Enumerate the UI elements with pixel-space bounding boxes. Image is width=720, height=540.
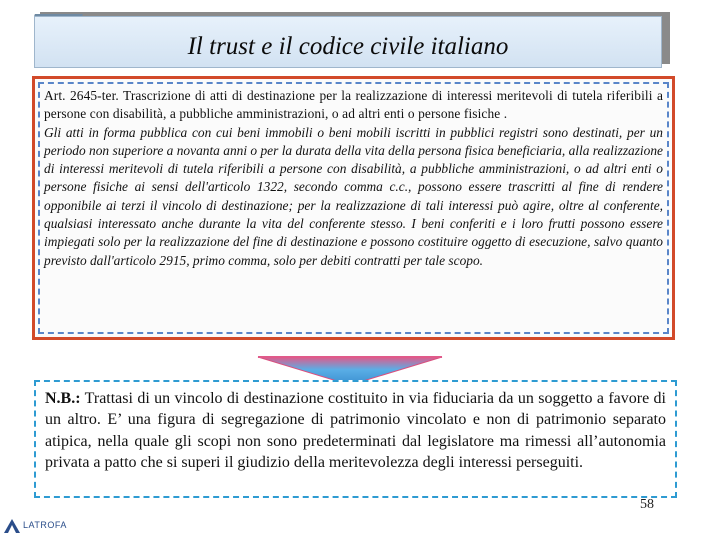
- logo-name: LATROFA: [23, 520, 67, 530]
- logo: [4, 514, 67, 536]
- title-decoration: [33, 14, 83, 19]
- note-text: Trattasi di un vincolo di destinazione costituito in via fiduciaria da un soggetto a favore di un altro. E’ una figura di segregazione di patrimonio vincolato e non di patrimonio separato atipica, nella quale gli scopi non sono predeterminati dal legislatore ma rimessi all’autonomia privata a patto che si superi il giudizio della meritevolezza degli interessi perseguiti.: [45, 390, 666, 472]
- article-heading: Art. 2645-ter. Trascrizione di atti di destinazione per la realizzazione di interessi meritevoli di tutela riferibili a persone con disabilità, a pubbliche amministrazioni, o ad altri enti o persone fisiche .: [44, 88, 663, 122]
- note-label: N.B.:: [45, 390, 81, 407]
- article-body: Gli atti in forma pubblica con cui beni immobili o beni mobili iscritti in pubblici registri sono destinati, per un periodo non superiore a novanta anni o per la durata della vita della persona fisica beneficiaria, alla realizzazione di interessi meritevoli di tutela riferibili a persone con disabilità, a pubbliche amministrazioni, o ad altri enti o persone fisiche ai sensi dell'articolo 1322, secondo comma c.c., possono essere trascritti al fine di rendere opponibile ai terzi il vincolo di destinazione; per la realizzazione di tali interessi può agire, oltre al conferente, qualsiasi interessato anche durante la vita del conferente stesso. I beni conferiti e i loro frutti possono essere impiegati solo per la realizzazione del fine di destinazione e possono costituire oggetto di esecuzione, salvo quanto previsto dall'articolo 2915, primo comma, solo per debiti contratti per tale scopo.: [44, 124, 663, 268]
- page-number: 58: [640, 497, 654, 512]
- article-panel: [32, 76, 675, 340]
- title-banner: [34, 16, 662, 68]
- note-panel: [34, 380, 677, 498]
- slide-title: Il trust e il codice civile italiano: [187, 33, 509, 60]
- logo-mark-icon: [4, 517, 20, 533]
